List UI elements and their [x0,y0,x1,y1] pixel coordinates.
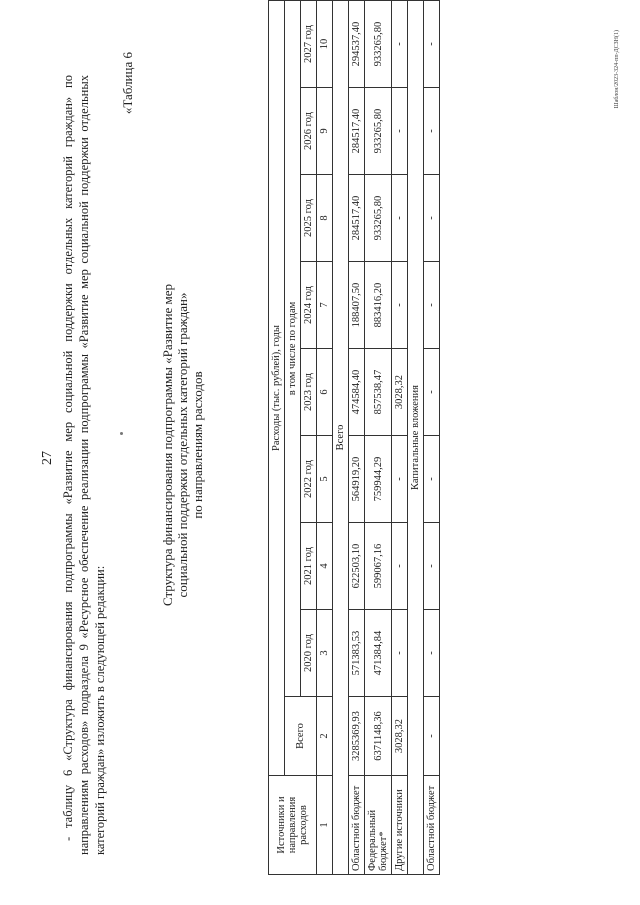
cell-value: - [392,1,408,88]
header-expenses: Расходы (тыс. рублей), годы [269,1,285,776]
footer-file-id: Шаблон/2023-324-пп-ДСЗН(1) [614,30,620,109]
column-number: 7 [317,262,333,349]
speck-mark [120,432,123,435]
header-year: 2027 год [301,1,317,88]
row-source: Областной бюджет [424,776,440,875]
cell-value: 622503,10 [349,523,365,610]
cell-value: - [424,262,440,349]
table-header-row-1 [269,1,285,875]
table-row [365,1,392,875]
row-source: Федеральный бюджет* [365,776,392,875]
cell-value: 6371148,36 [365,697,392,776]
page-number: 27 [40,451,55,465]
cell-value: - [424,610,440,697]
header-year: 2026 год [301,88,317,175]
column-number: 6 [317,349,333,436]
intro-text: - таблицу 6 «Структура финансирования подпрограммы «Развитие мер социальной поддержки отдельных категорий граждан» по направлениям расходов» подраздела 9 «Ресурсное обеспечение реализации подпрограммы «Развитие мер социальной поддержки отдельных категорий граждан» изложить в следующей редакции: [61,75,107,855]
cell-value: - [392,610,408,697]
cell-value: 599067,16 [365,523,392,610]
cell-value: - [424,523,440,610]
column-number: 8 [317,175,333,262]
cell-value: - [392,523,408,610]
caption-line-3: по направлениям расходов [190,371,205,519]
header-year: 2023 год [301,349,317,436]
header-year: 2024 год [301,262,317,349]
cell-value: - [424,1,440,88]
cell-value: - [424,349,440,436]
cell-value: 284517,40 [349,88,365,175]
cell-value: - [392,88,408,175]
header-by-years: в том числе по годам [285,1,301,697]
table-row [424,1,440,875]
intro-paragraph [60,75,108,855]
cell-value: 883416,20 [365,262,392,349]
table-column-numbers [317,1,333,875]
row-source: Другие источники [392,776,408,875]
cell-value: 571383,53 [349,610,365,697]
table-header-row-2 [285,1,301,875]
cell-value: - [424,436,440,523]
cell-value: - [424,88,440,175]
cell-value: 471384,84 [365,610,392,697]
header-sources: Источники и направления расходов [269,776,317,875]
header-year: 2020 год [301,610,317,697]
table-row [349,1,365,875]
table-row [392,1,408,875]
table-label: «Таблица 6 [120,52,135,115]
cell-value: 857538,47 [365,349,392,436]
cell-value: 933265,80 [365,175,392,262]
cell-value: 3285369,93 [349,697,365,776]
header-year: 2022 год [301,436,317,523]
cell-value: - [424,697,440,776]
cell-value: - [424,175,440,262]
table-caption [160,245,205,645]
column-number: 3 [317,610,333,697]
cell-value: 188407,50 [349,262,365,349]
column-number: 9 [317,88,333,175]
cell-value: 933265,80 [365,88,392,175]
cell-value: - [392,436,408,523]
section-capital-label: Капитальные вложения [408,1,424,875]
caption-line-2: социальной поддержки отдельных категорий граждан» [175,292,190,598]
caption-line-1: Структура финансирования подпрограммы «Развитие мер [160,283,175,607]
column-number: 2 [317,697,333,776]
cell-value: - [392,175,408,262]
header-total: Всего [285,697,317,776]
cell-value: 294537,40 [349,1,365,88]
row-source: Областной бюджет [349,776,365,875]
cell-value: 3028,32 [392,349,408,436]
column-number: 5 [317,436,333,523]
cell-value: 284517,40 [349,175,365,262]
section-row-total [333,1,349,875]
cell-value: 933265,80 [365,1,392,88]
section-total-label: Всего [333,1,349,875]
header-year: 2025 год [301,175,317,262]
cell-value: 3028,32 [392,697,408,776]
column-number: 10 [317,1,333,88]
header-year: 2021 год [301,523,317,610]
cell-value: - [392,262,408,349]
section-row-capital [408,1,424,875]
column-number: 1 [317,776,333,875]
column-number: 4 [317,523,333,610]
cell-value: 474584,40 [349,349,365,436]
financing-table [268,0,440,875]
cell-value: 759944,29 [365,436,392,523]
cell-value: 564919,20 [349,436,365,523]
